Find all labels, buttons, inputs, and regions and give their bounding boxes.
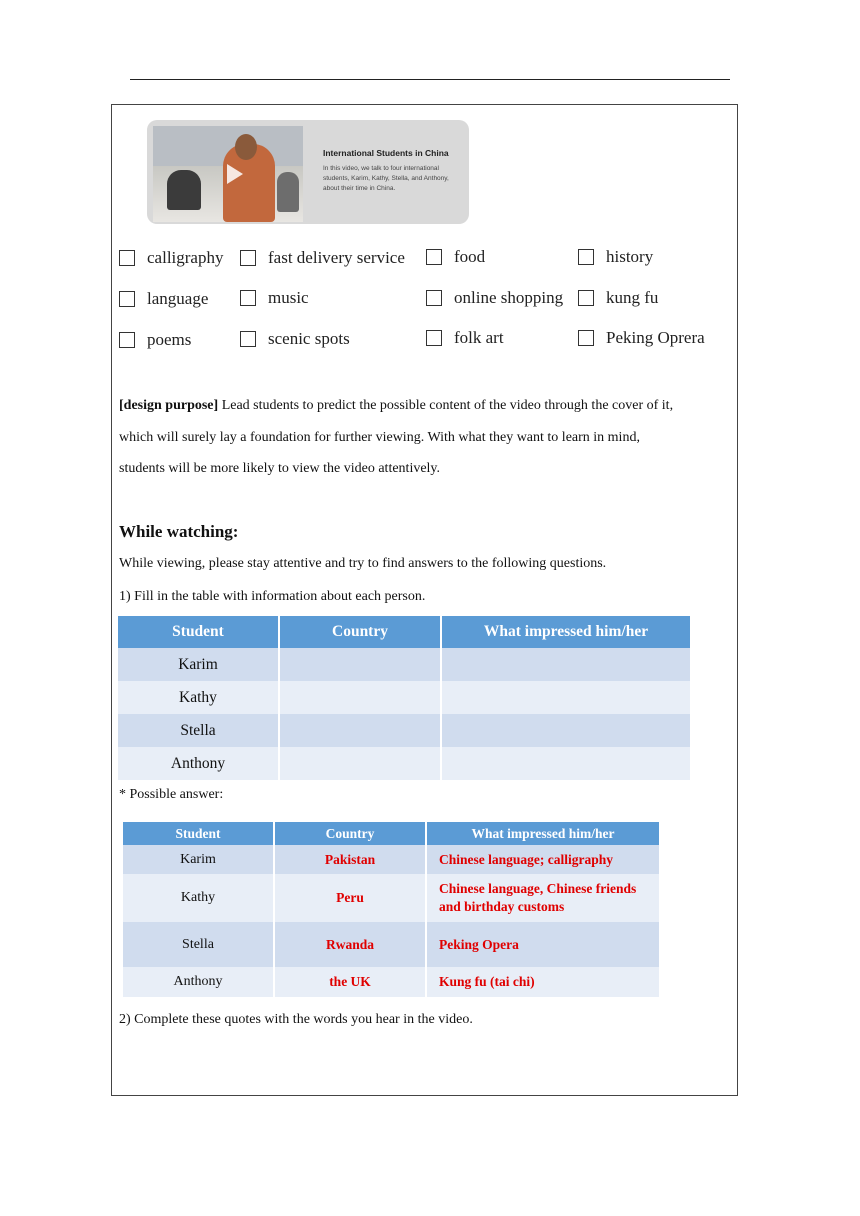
option-folk-art[interactable] [426, 328, 504, 348]
option-poems[interactable] [119, 330, 191, 350]
option-label: folk art [454, 328, 504, 347]
table-row [123, 845, 659, 874]
option-label: food [454, 247, 486, 266]
column-header: Country [280, 616, 440, 648]
impressed-cell[interactable] [442, 714, 690, 747]
blank-table [116, 616, 692, 780]
question-1: 1) Fill in the table with information about each person. [119, 589, 426, 604]
table-header-row [123, 822, 659, 845]
table-row [118, 714, 690, 747]
impressed-cell: Peking Opera [427, 922, 659, 967]
option-calligraphy[interactable] [119, 248, 223, 268]
question-2: 2) Complete these quotes with the words you hear in the video. [119, 1012, 473, 1027]
column-header: What impressed him/her [442, 616, 690, 648]
column-header: Student [123, 822, 273, 845]
option-history[interactable] [578, 247, 653, 267]
impressed-cell[interactable] [442, 681, 690, 714]
student-cell: Anthony [123, 967, 273, 997]
design-purpose-line-3: students will be more likely to view the video attentively. [119, 461, 441, 476]
option-label: language [147, 289, 209, 308]
impressed-cell: Chinese language; calligraphy [427, 845, 659, 874]
option-online-shopping[interactable] [426, 288, 563, 308]
design-purpose-label: [design purpose] [119, 398, 219, 413]
checkbox[interactable] [578, 330, 594, 346]
checkbox[interactable] [240, 290, 256, 306]
checkbox[interactable] [119, 250, 135, 266]
option-label: history [606, 247, 654, 266]
country-cell[interactable] [280, 681, 440, 714]
possible-answer-label: * Possible answer: [119, 787, 224, 802]
option-fast-delivery[interactable] [240, 248, 405, 268]
header-rule [130, 79, 730, 80]
column-header: Country [275, 822, 425, 845]
checkbox[interactable] [426, 249, 442, 265]
option-language[interactable] [119, 289, 208, 309]
option-food[interactable] [426, 247, 485, 267]
country-cell[interactable] [280, 747, 440, 780]
play-icon[interactable] [227, 164, 243, 184]
column-header: What impressed him/her [427, 822, 659, 845]
video-description: In this video, we talk to four international students, Karim, Kathy, Stella, and Anthony, about their time in China. [323, 165, 449, 192]
student-cell: Stella [123, 922, 273, 967]
country-cell: the UK [275, 967, 425, 997]
option-label: fast delivery service [268, 248, 405, 267]
option-scenic-spots[interactable] [240, 329, 350, 349]
table-row [123, 874, 659, 922]
table-row [123, 967, 659, 997]
student-cell: Kathy [123, 874, 273, 922]
checkbox[interactable] [426, 330, 442, 346]
design-purpose-line-1 [119, 398, 673, 414]
student-cell: Karim [118, 648, 278, 681]
country-cell: Rwanda [275, 922, 425, 967]
answer-table [121, 822, 661, 997]
table-header-row [118, 616, 690, 648]
option-label: calligraphy [147, 248, 224, 267]
country-cell[interactable] [280, 648, 440, 681]
option-label: scenic spots [268, 329, 350, 348]
option-label: poems [147, 330, 192, 349]
table-row [118, 681, 690, 714]
option-label: music [268, 288, 309, 307]
student-cell: Anthony [118, 747, 278, 780]
video-title: International Students in China [323, 148, 449, 158]
checkbox[interactable] [119, 291, 135, 307]
table-row [118, 648, 690, 681]
checkbox[interactable] [119, 332, 135, 348]
student-cell: Stella [118, 714, 278, 747]
impressed-cell[interactable] [442, 747, 690, 780]
checkbox[interactable] [240, 331, 256, 347]
checkbox[interactable] [578, 249, 594, 265]
instruction-text: While viewing, please stay attentive and try to find answers to the following questions. [119, 556, 607, 571]
impressed-cell: Kung fu (tai chi) [427, 967, 659, 997]
thumbnail-person [167, 170, 201, 210]
impressed-cell: Chinese language, Chinese friends and birthday customs [427, 874, 659, 922]
country-cell: Pakistan [275, 845, 425, 874]
option-label: Peking Oprera [606, 328, 705, 347]
student-cell: Kathy [118, 681, 278, 714]
checkbox[interactable] [578, 290, 594, 306]
option-kung-fu[interactable] [578, 288, 658, 308]
option-music[interactable] [240, 288, 309, 308]
video-thumbnail [153, 126, 303, 222]
design-purpose-text: Lead students to predict the possible content of the video through the cover of it, [218, 398, 674, 413]
option-label: online shopping [454, 288, 564, 307]
option-label: kung fu [606, 288, 659, 307]
video-cover[interactable] [147, 120, 469, 224]
checkbox[interactable] [240, 250, 256, 266]
thumbnail-person [277, 172, 299, 212]
impressed-cell[interactable] [442, 648, 690, 681]
student-cell: Karim [123, 845, 273, 874]
option-peking-opera[interactable] [578, 328, 705, 348]
table-row [118, 747, 690, 780]
design-purpose-line-2: which will surely lay a foundation for further viewing. With what they want to learn in mind, [119, 430, 640, 445]
checkbox[interactable] [426, 290, 442, 306]
section-heading: While watching: [119, 522, 239, 541]
column-header: Student [118, 616, 278, 648]
table-row [123, 922, 659, 967]
country-cell[interactable] [280, 714, 440, 747]
country-cell: Peru [275, 874, 425, 922]
thumbnail-person-head [235, 134, 257, 160]
